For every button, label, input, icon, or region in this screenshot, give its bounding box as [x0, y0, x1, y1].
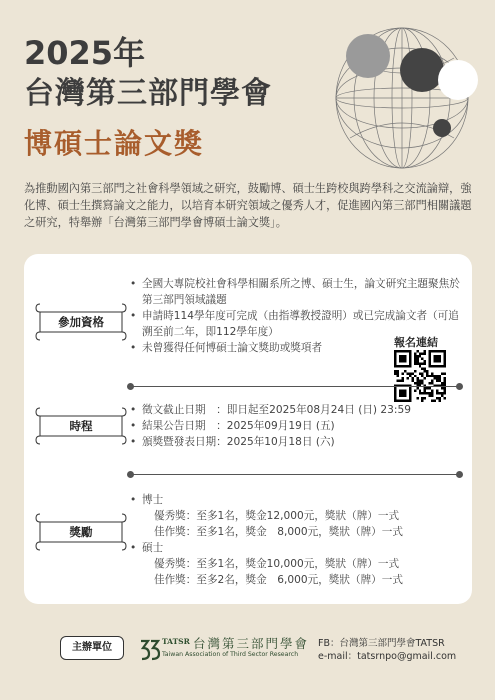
registration-qr-code[interactable]	[394, 350, 446, 402]
awards-label: 獎勵	[69, 525, 93, 539]
list-item	[130, 492, 460, 540]
list-item: • 徵文截止日期 ：即日起至2025年08月24日 (日) 23:59	[130, 404, 411, 416]
bullet-icon: •	[130, 310, 137, 322]
bullet-icon: •	[130, 342, 137, 354]
contact-info	[318, 637, 456, 663]
list-item	[130, 540, 460, 588]
bullet-icon: •	[130, 404, 137, 416]
list-item: • 頒獎暨發表日期：2025年10月18日 (六)	[130, 436, 335, 448]
schedule-list	[130, 402, 460, 450]
schedule-label-box	[34, 406, 128, 446]
master-excellence-line: 優秀獎：至多1名，獎金10,000元，獎狀（牌）一式	[154, 558, 400, 570]
awards-list	[130, 492, 460, 588]
sponsor-label: 主辦單位	[60, 636, 124, 660]
bullet-icon: •	[130, 542, 137, 554]
phd-excellence-line: 優秀獎：至多1名，獎金12,000元，獎狀（牌）一式	[154, 510, 400, 522]
year-heading: 2025年	[24, 34, 146, 72]
section-divider	[130, 474, 460, 475]
award-title: 博碩士論文獎	[24, 127, 205, 160]
phd-merit-line: 佳作獎：至多1名，獎金 8,000元，獎狀（牌）一式	[154, 526, 403, 538]
logo-chinese-name: 台灣第三部門學會	[193, 636, 310, 651]
schedule-label: 時程	[69, 419, 93, 433]
eligibility-label-box	[34, 302, 128, 342]
list-item: • 未曾獲得任何博碩士論文獎助或獎項者	[130, 342, 323, 354]
intro-paragraph: 為推動國內第三部門之社會科學領域之研究，鼓勵博、碩士生跨校與跨學科之交流論辯，強化博、碩士生撰寫論文之能力，以培育本研究領域之優秀人才，促進國內第三部門相關議題之研究，特舉辦「台灣第三部門學會博碩士論文獎」。	[24, 182, 472, 229]
phd-title: 博士	[142, 494, 164, 506]
info-card	[24, 254, 472, 604]
section-divider	[130, 386, 460, 387]
list-item: • 結果公告日期 ：2025年09月19日 (五)	[130, 420, 335, 432]
bullet-icon: •	[130, 494, 137, 506]
awards-label-box	[34, 512, 128, 552]
facebook-contact[interactable]: FB：台灣第三部門學會TATSR	[318, 638, 445, 649]
list-item: • 申請時114學年度可完成（由指導教授證明）或已完成論文者（可追溯至前二年，即112學年度）	[130, 310, 459, 338]
bullet-icon: •	[130, 436, 137, 448]
logo-english-name: Taiwan Association of Third Sector Research	[162, 651, 299, 658]
logo-abbreviation: TATSR	[162, 637, 190, 646]
tatsr-logo-mark-icon	[138, 637, 160, 661]
master-merit-line: 佳作獎：至多2名，獎金 6,000元，獎狀（牌）一式	[154, 574, 403, 586]
globe-line-art-icon	[330, 18, 480, 176]
registration-link-label: 報名連結	[394, 336, 438, 349]
bullet-icon: •	[130, 278, 137, 290]
org-name-heading: 台灣第三部門學會	[24, 76, 272, 111]
list-item: • 全國大專院校社會科學相關系所之博、碩士生，論文研究主題聚焦於第三部門領域議題	[130, 278, 460, 306]
master-title: 碩士	[142, 542, 164, 554]
eligibility-label: 參加資格	[58, 315, 104, 329]
bullet-icon: •	[130, 420, 137, 432]
email-contact[interactable]: e-mail：tatsrnpo@gmail.com	[318, 651, 457, 662]
